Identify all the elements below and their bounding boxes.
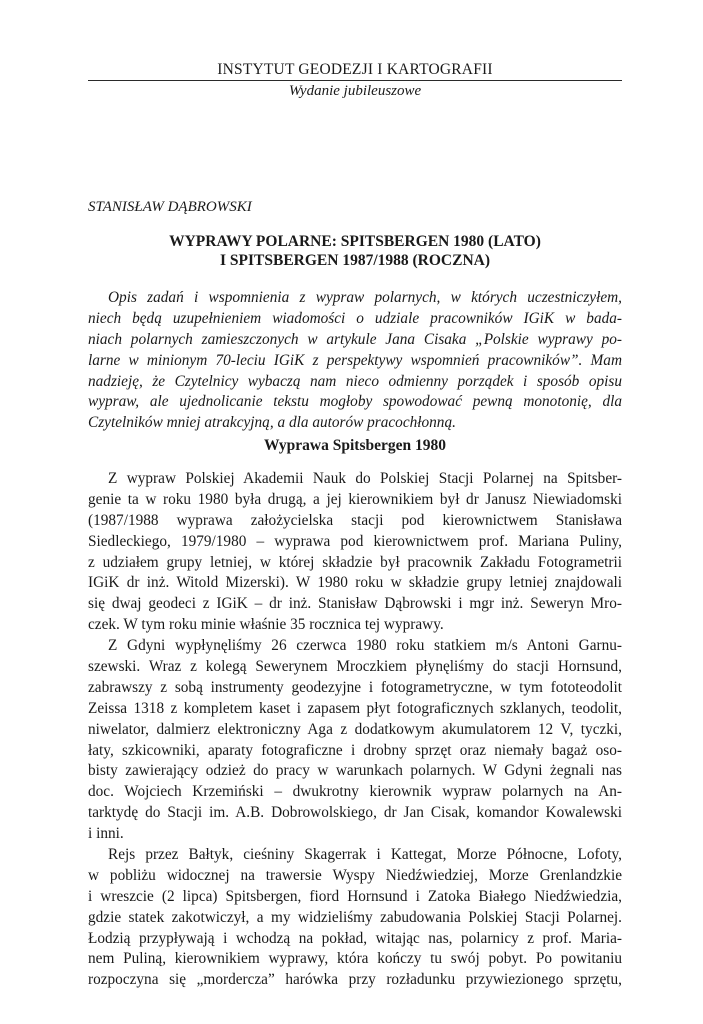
header-edition: Wydanie jubileuszowe (288, 83, 422, 99)
abstract-line: niach polarnych zamieszczonych w artykule Jana Cisaka „Polskie wyprawy po- (88, 330, 622, 348)
abstract-line: larne w minionym 70-leciu IGiK z perspektywy wspomnień pracowników”. Mam (88, 351, 622, 369)
body-line: i wreszcie (2 lipca) Spitsbergen, fiord Hornsund i Zatoka Białego Niedźwiedzia, (88, 887, 622, 905)
article-title (88, 232, 622, 270)
abstract-line: niech będą uzupełnieniem wiadomości o udziale pracowników IGiK w bada- (88, 309, 622, 327)
body-line: Łodzią przypływają i wchodzą na pokład, witając nas, polarnicy z prof. Maria- (88, 929, 622, 947)
body-line: IGiK dr inż. Witold Mizerski). W 1980 roku w składzie grupy letniej znajdowali (88, 574, 622, 592)
body-text (88, 469, 622, 991)
body-line: zabrawszy z sobą instrumenty geodezyjne i fotogrametryczne, w tym fototeodolit (88, 678, 622, 696)
body-line: bisty zawierający odzież do pracy w warunkach polarnych. W Gdyni żegnali nas (88, 762, 622, 780)
body-line: i inni. (88, 825, 124, 843)
title-line-1: WYPRAWY POLARNE: SPITSBERGEN 1980 (LATO) (169, 233, 541, 250)
abstract (88, 288, 622, 434)
header-institute: INSTYTUT GEODEZJI I KARTOGRAFII (88, 60, 622, 81)
body-line: się dwaj geodeci z IGiK – dr inż. Stanisław Dąbrowski i mgr inż. Seweryn Mro- (88, 595, 622, 613)
body-line: niwelator, dalmierz elektroniczny Aga z dodatkowym akumulatorem 12 V, tyczki, (88, 720, 622, 738)
body-line: Rejs przez Bałtyk, cieśniny Skagerrak i Kattegat, Morze Północne, Lofoty, (108, 846, 622, 864)
body-line: Z wypraw Polskiej Akademii Nauk do Polskiej Stacji Polarnej na Spitsber- (108, 470, 622, 487)
abstract-line: nadzieję, że Czytelnicy wybaczą nam nieco odmienny porządek i sposób opisu (88, 372, 622, 390)
body-line: Zeissa 1318 z kompletem kaset i zapasem płyt fotograficznych szklanych, teodolit, (88, 699, 622, 717)
body-line: z udziałem grupy letniej, w której składzie był pracownik Zakładu Fotogrametrii (88, 553, 622, 571)
body-line: Siedleckiego, 1979/1980 – wyprawa pod kierownictwem prof. Mariana Puliny, (88, 532, 622, 550)
body-line: Z Gdyni wypłynęliśmy 26 czerwca 1980 roku statkiem m/s Antoni Garnu- (108, 637, 622, 655)
abstract-line: wypraw, ale ujednolicanie tekstu mogłoby spowodować pewną monotonię, dla (88, 393, 622, 411)
abstract-line: Czytelników mniej atrakcyjną, a dla autorów pracochłonną. (88, 414, 456, 432)
body-line: (1987/1988 wyprawa założycielska stacji pod kierownictwem Stanisława (88, 511, 622, 529)
section-heading: Wyprawa Spitsbergen 1980 (264, 437, 446, 454)
body-line: nem Puliną, kierownikiem wyprawy, która kończy tu swój pobyt. Po powitaniu (88, 950, 622, 968)
author-name: STANISŁAW DĄBROWSKI (88, 199, 252, 215)
body-line: tarktydę do Stacji im. A.B. Dobrowolskiego, dr Jan Cisak, komandor Kowalewski (88, 804, 622, 822)
body-line: doc. Wojciech Krzemiński – dwukrotny kierownik wypraw polarnych na An- (88, 783, 622, 801)
body-line: gdzie statek zakotwiczył, a my widzieliśmy zabudowania Polskiej Stacji Polarnej. (88, 908, 622, 926)
body-line: łaty, szkicowniki, aparaty fotograficzne i drobny sprzęt oraz niemały bagaż oso- (88, 741, 622, 759)
body-line: czek. W tym roku minie właśnie 35 rocznica tej wyprawy. (88, 616, 444, 634)
body-line: rozpoczyna się „mordercza” harówka przy rozładunku przywiezionego sprzętu, (88, 971, 622, 989)
running-header (88, 60, 622, 101)
body-line: szewski. Wraz z kolegą Sewerynem Mroczkiem płynęliśmy do stacji Hornsund, (88, 658, 622, 676)
abstract-line: Opis zadań i wspomnienia z wypraw polarnych, w których uczestniczyłem, (108, 289, 622, 306)
body-line: genie ta w roku 1980 była drugą, a jej kierownikiem był dr Janusz Niewiadomski (88, 490, 622, 508)
title-line-2: I SPITSBERGEN 1987/1988 (ROCZNA) (220, 252, 490, 269)
body-line: w pobliżu widocznej na trawersie Wyspy Niedźwiedziej, Morze Grenlandzkie (88, 866, 622, 884)
